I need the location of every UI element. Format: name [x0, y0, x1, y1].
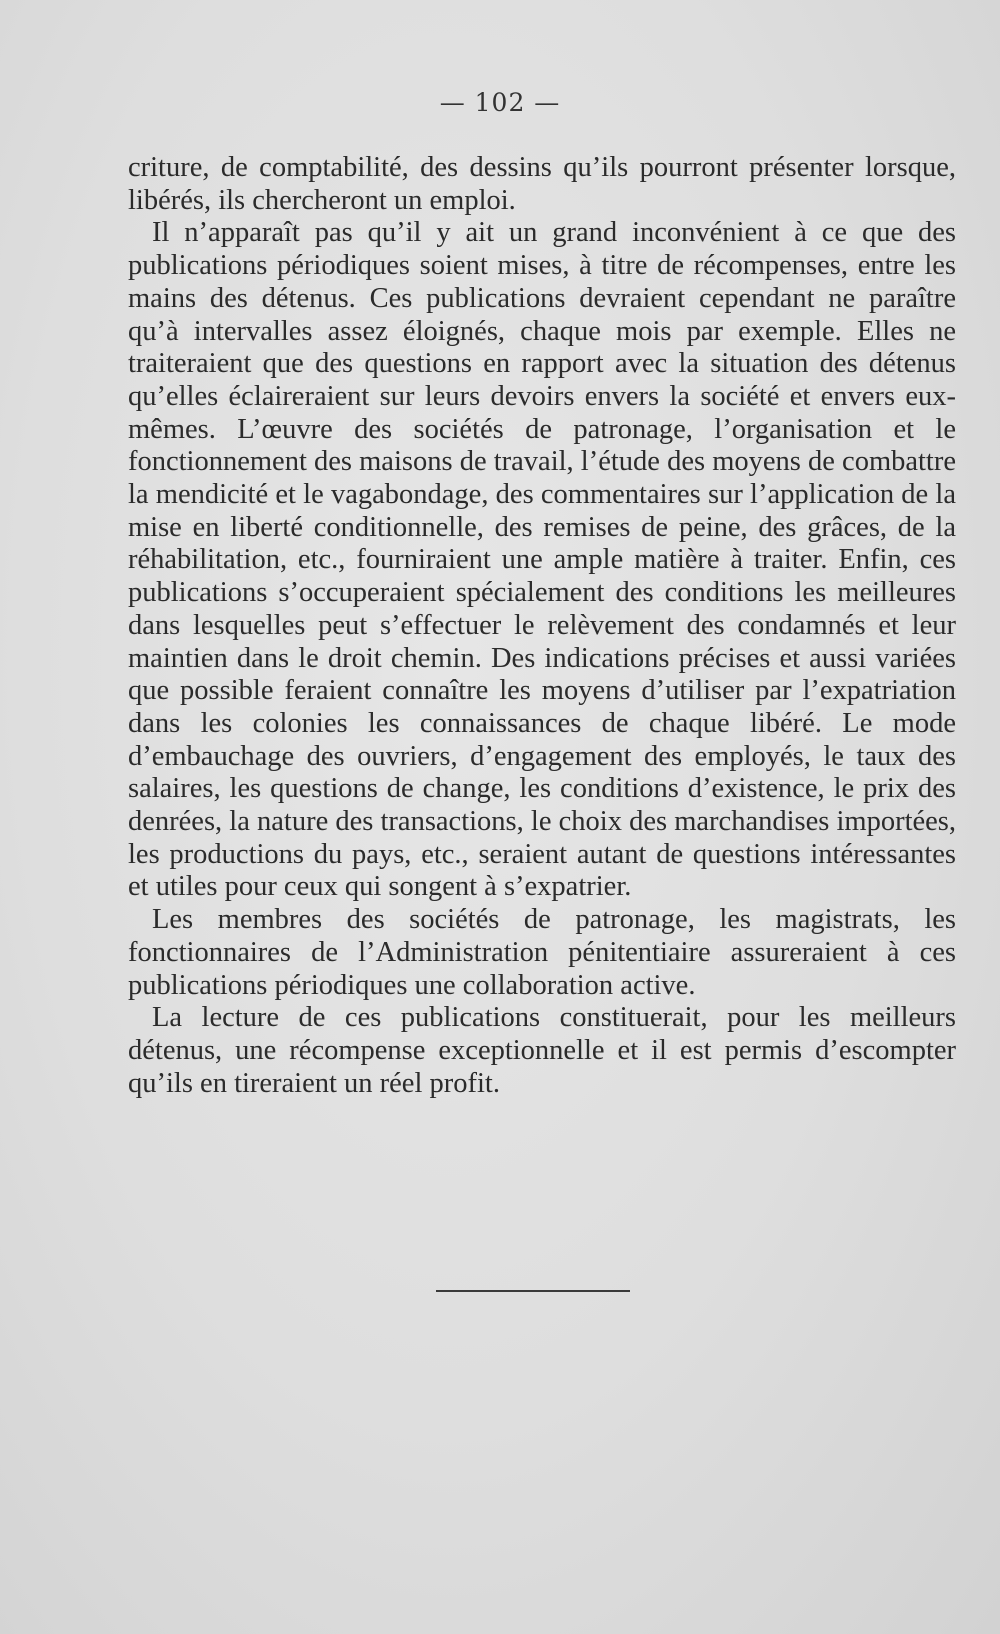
body-text	[128, 152, 956, 1100]
page-number: — 102 —	[439, 88, 561, 117]
end-rule-divider	[436, 1290, 630, 1292]
paragraph-conclusion: La lecture de ces publications constituerait, pour les meilleurs détenus, une récompense exceptionnelle et il est permis d’escompter qu’ils en tireraient un réel profit.	[128, 1002, 956, 1099]
paragraph-collaboration: Les membres des sociétés de patronage, les magistrats, les fonctionnaires de l’Administration pénitentiaire assureraient à ces publications périodiques une collaboration active.	[128, 904, 956, 1001]
paragraph-continuation: criture, de comptabilité, des dessins qu’ils pourront présenter lorsque, libérés, ils chercheront un emploi.	[128, 152, 956, 216]
paragraph-publications: Il n’apparaît pas qu’il y ait un grand inconvénient à ce que des publications périodiques soient mises, à titre de récompenses, entre les mains des détenus. Ces publications devraient cependant ne paraître qu’à intervalles assez éloignés, chaque mois par exemple. Elles ne traiteraient que des questions en rapport avec la situation des détenus qu’elles éclaireraient sur leurs devoirs envers la société et envers eux-mêmes. L’œuvre des sociétés de patronage, l’organisation et le fonctionnement des maisons de travail, l’étude des moyens de combattre la mendicité et le vagabondage, des commentaires sur l’application de la mise en liberté conditionnelle, des remises de peine, des grâces, de la réhabilitation, etc., fourniraient une ample matière à traiter. Enfin, ces publications s’occuperaient spécialement des conditions les meilleures dans lesquelles peut s’effectuer le relèvement des condamnés et leur maintien dans le droit chemin. Des indications précises et aussi variées que possible feraient connaître les moyens d’utiliser par l’expatriation dans les colonies les connaissances de chaque libéré. Le mode d’embauchage des ouvriers, d’engagement des employés, le taux des salaires, les questions de change, les conditions d’existence, le prix des denrées, la nature des transactions, le choix des marchandises importées, les productions du pays, etc., seraient autant de questions intéressantes et utiles pour ceux qui songent à s’expatrier.	[128, 217, 956, 903]
